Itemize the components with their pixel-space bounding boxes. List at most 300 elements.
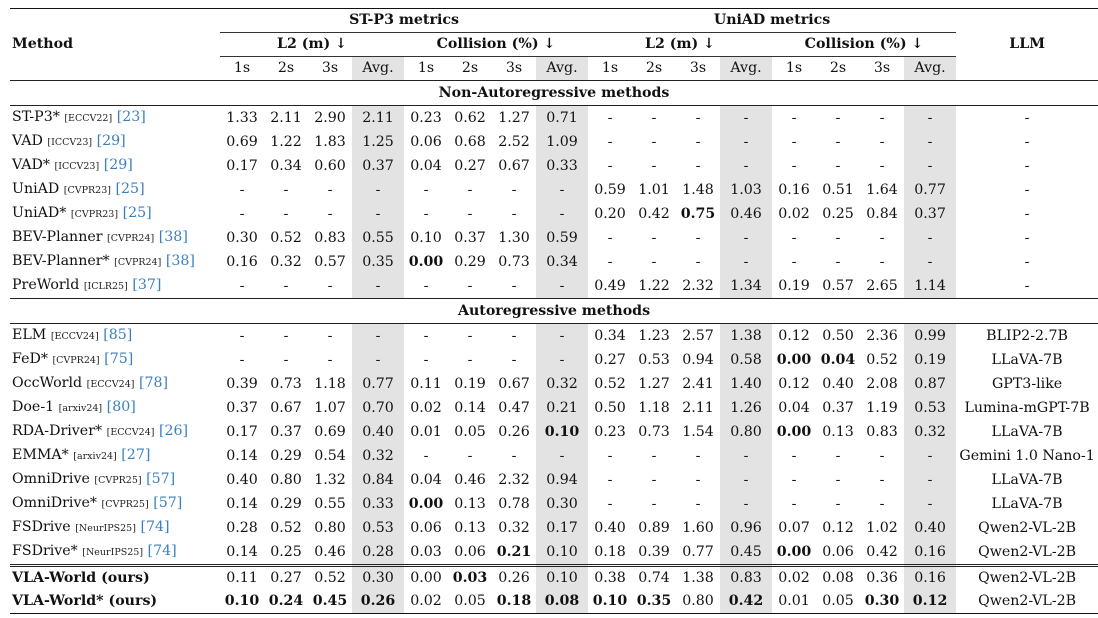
timestep-header: 1s	[785, 60, 803, 76]
method-cell	[10, 420, 220, 444]
value-cell: 0.29	[270, 447, 302, 464]
value-cell: -	[327, 277, 333, 294]
value-cell: 1.18	[638, 399, 670, 416]
value-cell: -	[536, 178, 588, 202]
value-cell: -	[651, 253, 657, 270]
value-cell: -	[467, 277, 473, 294]
value-cell: -	[835, 253, 841, 270]
section-header-row	[10, 81, 1098, 106]
value-cell: 1.19	[866, 399, 898, 416]
llm-cell: -	[1024, 133, 1030, 150]
value-cell: -	[904, 226, 956, 250]
value-cell: -	[511, 277, 517, 294]
value-cell: 0.37	[270, 423, 302, 440]
value-cell: 0.04	[778, 399, 810, 416]
value-cell: -	[695, 157, 701, 174]
method-cell	[10, 492, 220, 516]
value-cell: 0.18	[594, 543, 626, 560]
value-cell: -	[791, 471, 797, 488]
value-cell: 2.90	[314, 109, 346, 126]
value-cell: -	[536, 444, 588, 468]
value-cell: -	[695, 229, 701, 246]
citation-link[interactable]: [29]	[103, 157, 133, 173]
value-cell: 1.83	[314, 133, 346, 150]
value-cell: 0.73	[498, 253, 530, 270]
value-cell: 0.12	[778, 327, 810, 344]
section-title: Non-Autoregressive methods	[10, 81, 1098, 106]
table-row	[10, 566, 1098, 591]
llm-cell: Qwen2-VL-2B	[956, 566, 1098, 591]
llm-cell: -	[1024, 157, 1030, 174]
method-cell	[10, 130, 220, 154]
value-cell: -	[352, 202, 404, 226]
method-cell	[10, 202, 220, 226]
value-cell: 0.71	[536, 106, 588, 131]
value-cell: 0.47	[498, 399, 530, 416]
value-cell: 0.57	[314, 253, 346, 270]
citation-link[interactable]: [38]	[165, 253, 195, 269]
value-cell: 0.10	[536, 540, 588, 566]
value-cell: -	[835, 133, 841, 150]
value-cell: 0.35	[352, 250, 404, 274]
value-cell: 0.84	[866, 205, 898, 222]
timestep-header: 2s	[277, 60, 295, 76]
value-cell: -	[835, 109, 841, 126]
value-cell: -	[467, 205, 473, 222]
value-cell: -	[695, 253, 701, 270]
header-row-groups	[10, 9, 1098, 33]
value-cell: 0.04	[820, 351, 856, 368]
value-cell: 0.26	[498, 423, 530, 440]
citation-link[interactable]: [27]	[121, 447, 151, 463]
value-cell: 0.42	[638, 205, 670, 222]
value-cell: 0.12	[904, 590, 956, 614]
value-cell: -	[536, 202, 588, 226]
table-row	[10, 348, 1098, 372]
value-cell: -	[791, 495, 797, 512]
table-row	[10, 106, 1098, 131]
value-cell: 0.11	[220, 566, 264, 591]
value-cell: 0.25	[822, 205, 854, 222]
value-cell: 1.14	[904, 274, 956, 299]
value-cell: -	[423, 277, 429, 294]
value-cell: -	[423, 327, 429, 344]
value-cell: -	[879, 133, 885, 150]
value-cell: 0.05	[448, 590, 492, 614]
value-cell: -	[879, 157, 885, 174]
value-cell: -	[467, 327, 473, 344]
value-cell: 0.80	[314, 519, 346, 536]
value-cell: -	[352, 348, 404, 372]
llm-cell: -	[1024, 277, 1030, 294]
llm-cell: Qwen2-VL-2B	[956, 590, 1098, 614]
value-cell: 0.94	[536, 468, 588, 492]
value-cell: -	[695, 447, 701, 464]
value-cell: 0.37	[822, 399, 854, 416]
value-cell: -	[791, 157, 797, 174]
value-cell: -	[695, 133, 701, 150]
value-cell: 0.50	[822, 327, 854, 344]
citation-link[interactable]: [78]	[138, 375, 169, 391]
table-row	[10, 516, 1098, 540]
value-cell: 2.57	[682, 327, 714, 344]
value-cell: -	[607, 157, 613, 174]
value-cell: 0.42	[866, 543, 898, 560]
value-cell: -	[283, 327, 289, 344]
citation-link[interactable]: [29]	[96, 133, 126, 149]
value-cell: 0.02	[404, 590, 448, 614]
value-cell: -	[879, 447, 885, 464]
value-cell: 0.33	[536, 154, 588, 178]
value-cell: -	[327, 205, 333, 222]
method-cell	[10, 348, 220, 372]
value-cell: -	[879, 229, 885, 246]
value-cell: 0.89	[638, 519, 670, 536]
method-cell	[10, 396, 220, 420]
llm-cell: Qwen2-VL-2B	[978, 519, 1077, 536]
value-cell: 0.40	[352, 420, 404, 444]
method-name: FSDrive*	[12, 543, 78, 559]
value-cell: 0.32	[270, 253, 302, 270]
method-name: OmniDrive	[12, 471, 90, 487]
value-cell: 0.12	[778, 375, 810, 392]
venue-label: [ICCV23]	[47, 137, 93, 148]
value-cell: 1.38	[720, 324, 772, 349]
value-cell: 0.52	[866, 351, 898, 368]
value-cell: 0.10	[536, 420, 588, 444]
value-cell: -	[695, 109, 701, 126]
uniad-group-header: UniAD metrics	[588, 9, 956, 33]
value-cell: 0.00	[776, 423, 812, 440]
value-cell: -	[904, 130, 956, 154]
comparison-table	[10, 8, 1098, 614]
value-cell: 0.40	[822, 375, 854, 392]
llm-cell: -	[1024, 181, 1030, 198]
venue-label: [CVPR24]	[107, 233, 155, 244]
value-cell: -	[423, 205, 429, 222]
value-cell: 0.18	[492, 590, 536, 614]
value-cell: 1.07	[314, 399, 346, 416]
venue-label: [CVPR25]	[101, 499, 149, 510]
venue-label: [arxiv24]	[58, 403, 103, 414]
value-cell: 1.34	[720, 274, 772, 299]
value-cell: 0.67	[498, 157, 530, 174]
value-cell: 0.50	[594, 399, 626, 416]
value-cell: 0.36	[860, 566, 904, 591]
method-cell	[10, 106, 220, 131]
method-name: FeD*	[12, 351, 48, 367]
value-cell: 1.38	[676, 566, 720, 591]
value-cell: -	[511, 327, 517, 344]
value-cell: 0.27	[454, 157, 486, 174]
value-cell: 0.38	[588, 566, 632, 591]
value-cell: -	[467, 181, 473, 198]
table-row	[10, 250, 1098, 274]
method-name: ST-P3*	[12, 109, 60, 125]
value-cell: 0.25	[270, 543, 302, 560]
value-cell: 0.83	[720, 566, 772, 591]
value-cell: 0.80	[720, 420, 772, 444]
value-cell: 0.27	[264, 566, 308, 591]
llm-cell: Lumina-mGPT-7B	[964, 399, 1090, 416]
method-cell	[10, 468, 220, 492]
method-cell	[10, 516, 220, 540]
value-cell: -	[352, 274, 404, 299]
citation-link[interactable]: [74]	[140, 519, 170, 535]
value-cell: 0.39	[226, 375, 258, 392]
value-cell: -	[607, 495, 613, 512]
value-cell: -	[695, 471, 701, 488]
value-cell: 0.96	[720, 516, 772, 540]
value-cell: -	[283, 351, 289, 368]
value-cell: 0.80	[270, 471, 302, 488]
value-cell: 0.14	[226, 447, 258, 464]
value-cell: 2.11	[682, 399, 714, 416]
value-cell: -	[511, 181, 517, 198]
value-cell: 0.74	[632, 566, 676, 591]
value-cell: 0.59	[536, 226, 588, 250]
value-cell: 0.03	[448, 566, 492, 591]
value-cell: -	[423, 447, 429, 464]
value-cell: -	[879, 109, 885, 126]
value-cell: 0.94	[682, 351, 714, 368]
llm-cell: GPT3-like	[991, 375, 1063, 392]
value-cell: 0.10	[410, 229, 442, 246]
value-cell: -	[904, 106, 956, 131]
table-row	[10, 420, 1098, 444]
value-cell: 1.48	[682, 181, 714, 198]
value-cell: 0.35	[632, 590, 676, 614]
citation-link[interactable]: [75]	[104, 351, 134, 367]
value-cell: -	[791, 447, 797, 464]
citation-link[interactable]: [25]	[122, 205, 152, 221]
llm-cell: Gemini 1.0 Nano-1	[959, 447, 1095, 464]
citation-link[interactable]: [80]	[106, 399, 136, 415]
method-name: Doe-1	[12, 399, 55, 415]
value-cell: 0.05	[816, 590, 860, 614]
value-cell: 0.53	[352, 516, 404, 540]
value-cell: 0.46	[314, 543, 346, 560]
llm-cell: BLIP2-2.7B	[986, 327, 1068, 344]
value-cell: 0.02	[410, 399, 442, 416]
value-cell: -	[607, 471, 613, 488]
timestep-header: 2s	[461, 60, 479, 76]
value-cell: 0.16	[904, 540, 956, 566]
table-row	[10, 468, 1098, 492]
method-cell	[10, 566, 220, 591]
value-cell: 0.73	[270, 375, 302, 392]
value-cell: 0.80	[676, 590, 720, 614]
value-cell: 0.39	[638, 543, 670, 560]
method-cell	[10, 372, 220, 396]
venue-label: [CVPR24]	[114, 257, 162, 268]
value-cell: -	[720, 106, 772, 131]
value-cell: -	[651, 229, 657, 246]
uniad-l2-header: L2 (m) ↓	[588, 33, 772, 57]
value-cell: 0.24	[264, 590, 308, 614]
method-name: RDA-Driver*	[12, 423, 103, 439]
value-cell: 0.03	[410, 543, 442, 560]
value-cell: 0.23	[410, 109, 442, 126]
value-cell: 0.12	[822, 519, 854, 536]
llm-cell: -	[1024, 205, 1030, 222]
llm-cell: LLaVA-7B	[991, 495, 1063, 512]
value-cell: 0.17	[536, 516, 588, 540]
table-row	[10, 324, 1098, 349]
results-table-container	[10, 8, 1095, 614]
value-cell: 0.68	[454, 133, 486, 150]
value-cell: 0.67	[498, 375, 530, 392]
value-cell: 0.57	[822, 277, 854, 294]
table-row	[10, 274, 1098, 299]
value-cell: 1.23	[638, 327, 670, 344]
value-cell: 0.29	[454, 253, 486, 270]
value-cell: -	[536, 348, 588, 372]
method-header: Method	[12, 36, 73, 52]
value-cell: -	[651, 495, 657, 512]
value-cell: 0.10	[588, 590, 632, 614]
value-cell: 0.52	[308, 566, 352, 591]
value-cell: -	[720, 250, 772, 274]
venue-label: [NeurIPS25]	[82, 547, 144, 558]
value-cell: 0.42	[720, 590, 772, 614]
value-cell: -	[283, 181, 289, 198]
value-cell: 0.01	[410, 423, 442, 440]
timestep-header: 3s	[321, 60, 339, 76]
method-cell	[10, 154, 220, 178]
value-cell: 0.55	[314, 495, 346, 512]
timestep-header: 2s	[829, 60, 847, 76]
value-cell: 0.14	[226, 495, 258, 512]
value-cell: -	[352, 324, 404, 349]
value-cell: -	[835, 229, 841, 246]
value-cell: 0.52	[270, 519, 302, 536]
value-cell: 0.37	[226, 399, 258, 416]
value-cell: 0.45	[720, 540, 772, 566]
uniad-collision-header: Collision (%) ↓	[772, 33, 956, 57]
method-name: UniAD*	[12, 205, 67, 221]
method-name: VLA-World* (ours)	[12, 593, 158, 609]
value-cell: 0.32	[498, 519, 530, 536]
method-cell	[10, 226, 220, 250]
citation-link[interactable]: [74]	[147, 543, 177, 559]
value-cell: 0.32	[352, 444, 404, 468]
value-cell: 1.64	[866, 181, 898, 198]
value-cell: 0.13	[454, 495, 486, 512]
value-cell: -	[283, 277, 289, 294]
method-name: OccWorld	[12, 375, 83, 391]
value-cell: 0.53	[638, 351, 670, 368]
citation-link[interactable]: [26]	[158, 423, 189, 439]
value-cell: -	[607, 229, 613, 246]
value-cell: 0.33	[352, 492, 404, 516]
value-cell: 0.17	[226, 423, 258, 440]
venue-label: [arxiv24]	[73, 451, 117, 462]
llm-cell: LLaVA-7B	[991, 471, 1063, 488]
value-cell: 0.01	[772, 590, 816, 614]
value-cell: -	[239, 277, 245, 294]
value-cell: 0.04	[410, 157, 442, 174]
value-cell: 1.27	[638, 375, 670, 392]
value-cell: 0.19	[454, 375, 486, 392]
citation-link[interactable]: [57]	[153, 495, 183, 511]
value-cell: 1.25	[352, 130, 404, 154]
value-cell: -	[835, 471, 841, 488]
value-cell: 0.00	[408, 253, 444, 270]
value-cell: 0.27	[594, 351, 626, 368]
value-cell: 0.58	[720, 348, 772, 372]
venue-label: [ECCV24]	[106, 427, 155, 438]
value-cell: 0.21	[536, 396, 588, 420]
citation-link[interactable]: [23]	[116, 109, 146, 125]
value-cell: 0.00	[408, 495, 444, 512]
timestep-header: 2s	[645, 60, 663, 76]
value-cell: 0.37	[454, 229, 486, 246]
value-cell: -	[511, 205, 517, 222]
venue-label: [ECCV24]	[86, 379, 135, 390]
method-name: PreWorld	[12, 277, 80, 293]
value-cell: 1.32	[314, 471, 346, 488]
value-cell: 1.27	[498, 109, 530, 126]
value-cell: -	[651, 471, 657, 488]
value-cell: 0.34	[536, 250, 588, 274]
value-cell: 2.65	[866, 277, 898, 294]
value-cell: 0.02	[778, 205, 810, 222]
method-name: VAD	[12, 133, 43, 149]
value-cell: 1.03	[720, 178, 772, 202]
value-cell: 0.84	[352, 468, 404, 492]
llm-cell: -	[1024, 229, 1030, 246]
value-cell: 2.11	[352, 106, 404, 131]
table-row	[10, 492, 1098, 516]
llm-cell: -	[1024, 253, 1030, 270]
value-cell: -	[651, 447, 657, 464]
method-cell	[10, 274, 220, 299]
value-cell: -	[791, 229, 797, 246]
value-cell: -	[720, 226, 772, 250]
timestep-header: Avg.	[352, 57, 404, 81]
value-cell: 0.49	[594, 277, 626, 294]
stp3-group-header: ST-P3 metrics	[220, 9, 588, 33]
value-cell: -	[467, 351, 473, 368]
citation-link[interactable]: [85]	[103, 327, 133, 343]
value-cell: 0.83	[314, 229, 346, 246]
value-cell: -	[879, 495, 885, 512]
timestep-header: Avg.	[720, 57, 772, 81]
value-cell: 0.10	[536, 566, 588, 591]
value-cell: 0.30	[536, 492, 588, 516]
value-cell: -	[879, 253, 885, 270]
value-cell: 1.60	[682, 519, 714, 536]
value-cell: 0.19	[778, 277, 810, 294]
value-cell: -	[607, 109, 613, 126]
citation-link[interactable]: [38]	[158, 229, 188, 245]
citation-link[interactable]: [25]	[115, 181, 145, 197]
value-cell: 0.06	[410, 519, 442, 536]
table-row	[10, 226, 1098, 250]
value-cell: 2.32	[682, 277, 714, 294]
value-cell: 0.77	[682, 543, 714, 560]
value-cell: -	[327, 327, 333, 344]
value-cell: 0.54	[314, 447, 346, 464]
method-name: OmniDrive*	[12, 495, 97, 511]
section-header-row	[10, 299, 1098, 324]
value-cell: -	[879, 471, 885, 488]
citation-link[interactable]: [37]	[132, 277, 162, 293]
method-name: VAD*	[12, 157, 50, 173]
citation-link[interactable]: [57]	[146, 471, 176, 487]
table-row	[10, 130, 1098, 154]
